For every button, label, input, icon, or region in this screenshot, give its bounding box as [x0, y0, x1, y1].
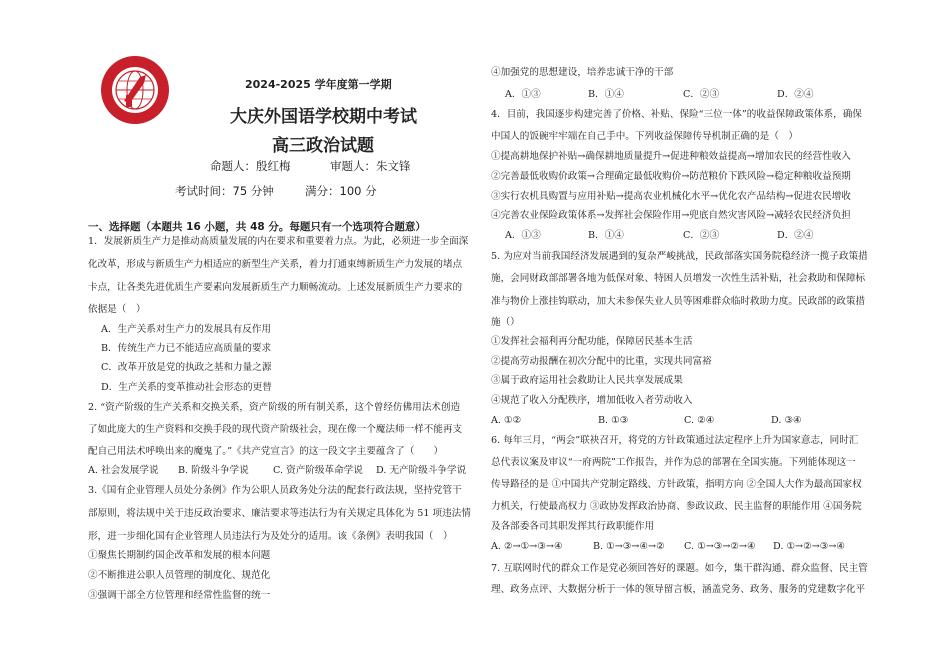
question-text: 6. 每年三月，“两会”联袂召开，将党的方针政策通过法定程序上升为国家意志，同时汇 [491, 435, 859, 446]
question-text: 5. 为应对当前我国经济发展遇到的复杂严峻挑战，民政部落实国务院稳经济一揽子政策措 [491, 251, 868, 262]
question-text: 理、政务点评、大数据分析于一体的领导留言板，涵盖党务、政务、服务的党建数字化平 [491, 584, 866, 595]
option-c: C．②③ [683, 89, 720, 100]
reviewer: 审题人：朱文锋 [330, 159, 411, 173]
option-c: C. ②④ [684, 415, 715, 426]
subject-title: 高三政治试题 [272, 136, 374, 156]
statement-item: ③属于政府运用社会救助让人民共享发展成果 [491, 375, 683, 386]
question-text: 准与物价上涨挂钩联动，加大未参保失业人员等困难群众临时救助力度。民政部的政策措 [491, 296, 866, 307]
exam-time: 考试时间：75 分钟 [175, 184, 274, 198]
option-a: A. ②→①→③→④ [491, 541, 563, 552]
section-heading: 一、选择题（本题共 16 小题，共 48 分。每题只有一个选项符合题意） [88, 221, 426, 233]
question-text: 力机关，行使最高权力 ③政协发挥政治协商、参政议政、民主监督的职能作用 ④国务院 [491, 501, 862, 512]
statement-item: ④规范了收入分配秩序，增加低收入者劳动收入 [491, 395, 693, 406]
option-d: D．生产关系的变革推动社会形态的更替 [101, 382, 272, 393]
statement-item: ④完善农业保险政策体系→发挥社会保险作用→兜底自然灾害风险→减轻农民经济负担 [491, 210, 851, 221]
option-a: A．①③ [505, 230, 541, 241]
option-c: C. ①→③→②→④ [684, 541, 756, 552]
option-c: C．改革开放是党的执政之基和力量之源 [101, 362, 272, 373]
statement-item: ②提高劳动报酬在初次分配中的比重，实现共同富裕 [491, 356, 712, 367]
full-score: 满分：100 分 [305, 184, 377, 198]
option-c: C．②③ [683, 230, 720, 241]
author: 命题人：殷红梅 [210, 159, 291, 173]
statement-item: ②完善最低收购价政策→合理确定最低收购价→防范粮价下跌风险→稳定种粮收益预期 [491, 171, 851, 182]
question-text: 形，进一步细化国有企业管理人员违法行为及处分的适用。该《条例》表明我国（ ） [88, 531, 453, 542]
question-text: 2. “资产阶级的生产关系和交换关系，资产阶级的所有制关系，这个曾经仿佛用法术创造 [88, 402, 461, 413]
option-d: D. ③④ [771, 415, 802, 426]
option-b: B．传统生产力已不能适应高质量的要求 [101, 343, 272, 354]
question-text: 中国人的饭碗牢牢端在自己手中。下列收益保障传导机制正确的是（ ） [491, 131, 798, 142]
question-text: 依据是（ ） [88, 304, 146, 315]
question-text: 1．发展新质生产力是推动高质量发展的内在要求和重要着力点。为此，必须进一步全面深 [88, 236, 469, 247]
option-b: B. 阶级斗争学说 [178, 465, 249, 476]
statement-item: ④加强党的思想建设，培养忠诚干净的干部 [491, 67, 674, 78]
option-d: D．②④ [777, 230, 814, 241]
option-b: B．①④ [588, 89, 624, 100]
option-a: A．①③ [505, 89, 541, 100]
option-c: C. 资产阶级革命学说 [273, 465, 363, 476]
statement-item: ③实行农机具购置与应用补贴→提高农业机械化水平→优化农产品结构→促进农民增收 [491, 191, 851, 202]
option-d: D. 无产阶级斗争学说 [376, 465, 467, 476]
question-text: 4．目前，我国逐步构建完善了价格、补贴、保险“三位一体”的收益保障政策体系，确保 [491, 109, 862, 120]
question-text: 传导路径的是 ①中国共产党制定路线、方针政策，指明方向 ②全国人大作为最高国家权 [491, 479, 862, 490]
question-text: 7. 互联网时代的群众工作是党必须回答好的课题。如今，集干群沟通、群众监督、民主管 [491, 563, 868, 574]
question-text: 部原则，将法规中关于违反政治要求、廉洁要求等违法行为有关规定具体化为 51 项违法情 [88, 508, 471, 519]
option-a: A. ①② [491, 415, 522, 426]
question-text: 总代表议案及审议“一府两院”工作报告，并作为总的部署在全国实施。下列能体现这一 [491, 457, 856, 468]
statement-item: ③强调干部全方位管理和经常性监督的统一 [88, 590, 271, 601]
term-title: 2024-2025 学年度第一学期 [245, 78, 392, 91]
exam-title: 大庆外国语学校期中考试 [230, 107, 417, 127]
question-text: 配自己用法术呼唤出来的魔鬼了。”《共产党宣言》的这一段文字主要蕴含了（ ） [88, 446, 444, 457]
school-logo [100, 55, 170, 125]
question-text: 及各部委各司其职发挥其行政职能作用 [491, 521, 655, 532]
option-d: D．②④ [777, 89, 814, 100]
question-text: 施，会同财政部部署各地为低保对象、特困人员增发一次性生活补贴，社会救助和保障标 [491, 273, 866, 284]
option-b: B. ①→③→④→② [593, 541, 665, 552]
option-b: B. ①③ [598, 415, 629, 426]
option-b: B．①④ [588, 230, 624, 241]
statement-item: ①提高耕地保护补贴→确保耕地质量提升→促进种粮效益提高→增加农民的经营性收入 [491, 151, 851, 162]
statement-item: ①聚焦长期制约国企改革和发展的根本问题 [88, 550, 271, 561]
option-a: A. 社会发展学说 [88, 465, 159, 476]
option-d: D. ①→②→③→④ [773, 541, 845, 552]
question-text: 化改革，形成与新质生产力相适应的新型生产关系，着力打通束缚新质生产力发展的堵点 [88, 259, 463, 270]
question-text: 了如此庞大的生产资料和交换手段的现代资产阶级社会，现在像一个魔法师一样不能再支 [88, 424, 463, 435]
question-text: 施（） [491, 317, 520, 328]
option-a: A．生产关系对生产力的发展具有反作用 [101, 324, 272, 335]
statement-item: ②不断推进公职人员管理的制度化、规范化 [88, 570, 271, 581]
question-text: 卡点，让各类先进优质生产要素向发展新质生产力顺畅流动。上述发展新质生产力要求的 [88, 282, 463, 293]
question-text: 3.《国有企业管理人员处分条例》作为公职人员政务处分法的配套行政法规，坚持党管干 [88, 485, 462, 496]
statement-item: ①发挥社会福利再分配功能，保障居民基本生活 [491, 336, 693, 347]
